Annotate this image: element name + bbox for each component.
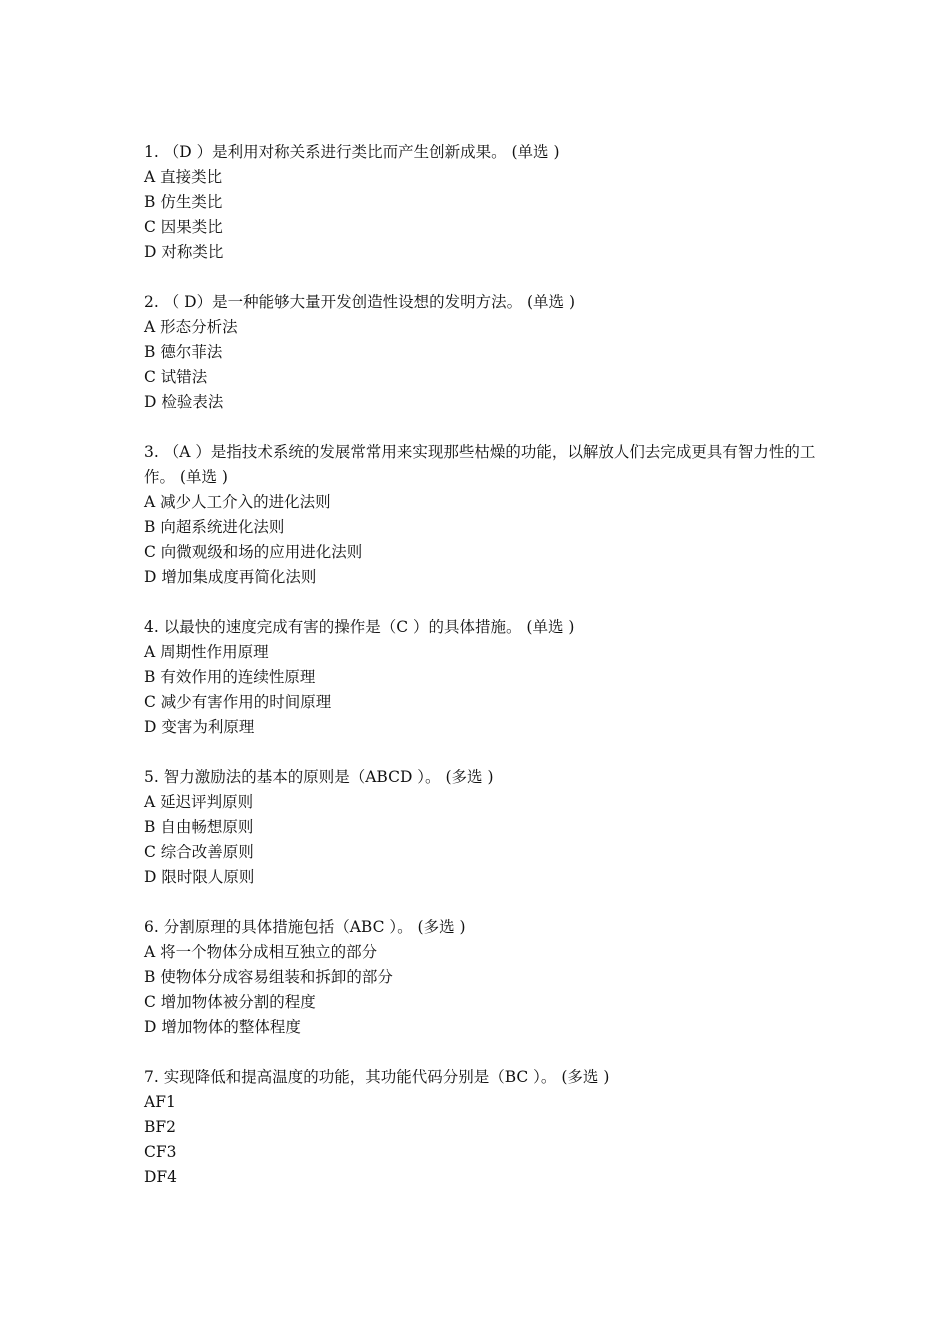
question-2 — [144, 290, 824, 415]
question-6 — [144, 915, 824, 1040]
question-text: 2. （ D）是一种能够大量开发创造性设想的发明方法。 (单选 ) — [144, 293, 576, 311]
option-d: D 限时限人原则 — [144, 868, 255, 886]
question-text: 4. 以最快的速度完成有害的操作是（C ）的具体措施。 (单选 ) — [144, 618, 575, 636]
option-c: C 增加物体被分割的程度 — [144, 993, 316, 1011]
option-b: BF2 — [144, 1118, 177, 1136]
option-c: C 向微观级和场的应用进化法则 — [144, 543, 363, 561]
option-b: B 德尔菲法 — [144, 343, 223, 361]
option-a: A 将一个物体分成相互独立的部分 — [144, 943, 378, 961]
option-c: C 因果类比 — [144, 218, 223, 236]
option-d: D 增加集成度再简化法则 — [144, 568, 317, 586]
option-a: A 周期性作用原理 — [144, 643, 269, 661]
option-a: A 减少人工介入的进化法则 — [144, 493, 331, 511]
question-text: 6. 分割原理的具体措施包括（ABC ）。 (多选 ) — [144, 918, 466, 936]
question-text: 5. 智力激励法的基本的原则是（ABCD ）。 (多选 ) — [144, 768, 494, 786]
question-text: 3. （A ）是指技术系统的发展常常用来实现那些枯燥的功能，以解放人们去完成更具有智力性的工作。 (单选 ) — [144, 443, 816, 486]
option-d: DF4 — [144, 1168, 178, 1186]
option-b: B 使物体分成容易组装和拆卸的部分 — [144, 968, 393, 986]
question-7 — [144, 1065, 824, 1190]
option-a: A 延迟评判原则 — [144, 793, 254, 811]
question-3 — [144, 440, 824, 590]
question-1 — [144, 140, 824, 265]
question-text: 1. （D ）是利用对称关系进行类比而产生创新成果。 (单选 ) — [144, 143, 560, 161]
option-c: C 减少有害作用的时间原理 — [144, 693, 332, 711]
option-a: A 形态分析法 — [144, 318, 238, 336]
option-c: C 试错法 — [144, 368, 208, 386]
question-text: 7. 实现降低和提高温度的功能，其功能代码分别是（BC ）。 (多选 ) — [144, 1068, 610, 1086]
option-b: B 向超系统进化法则 — [144, 518, 285, 536]
option-a: AF1 — [144, 1093, 176, 1111]
option-d: D 变害为利原理 — [144, 718, 255, 736]
option-d: D 对称类比 — [144, 243, 224, 261]
option-c: CF3 — [144, 1143, 177, 1161]
option-d: D 检验表法 — [144, 393, 224, 411]
question-4 — [144, 615, 824, 740]
option-b: B 自由畅想原则 — [144, 818, 254, 836]
option-d: D 增加物体的整体程度 — [144, 1018, 301, 1036]
option-c: C 综合改善原则 — [144, 843, 254, 861]
option-a: A 直接类比 — [144, 168, 223, 186]
document-page — [144, 140, 824, 1215]
option-b: B 有效作用的连续性原理 — [144, 668, 316, 686]
option-b: B 仿生类比 — [144, 193, 223, 211]
question-5 — [144, 765, 824, 890]
